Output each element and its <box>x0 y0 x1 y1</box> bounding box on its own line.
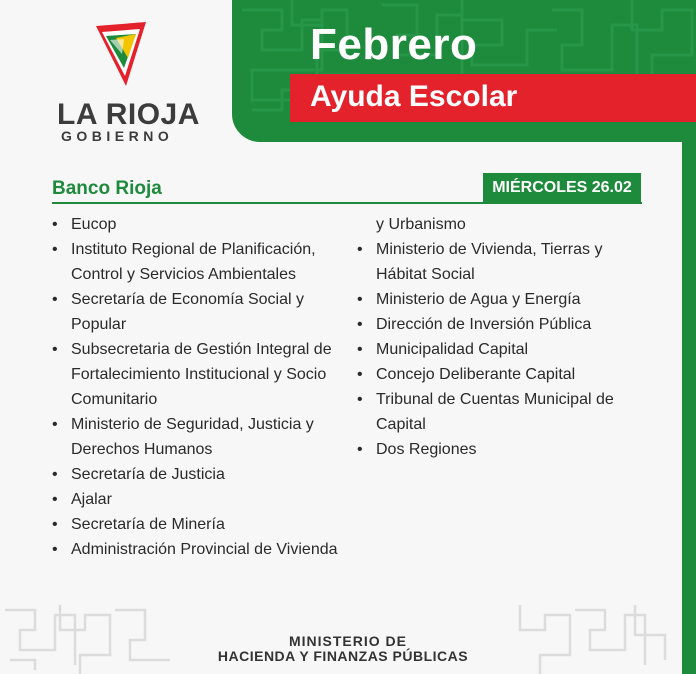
bank-label: Banco Rioja <box>52 178 162 199</box>
list-item: • Municipalidad Capital <box>357 337 657 362</box>
list-item: • Eucop <box>52 212 352 237</box>
list-item: • Secretaría de Justicia <box>52 462 352 487</box>
ministry-name-line1: MINISTERIO DE <box>288 633 407 649</box>
organization-list-left <box>52 212 352 562</box>
list-item: • Concejo Deliberante Capital <box>357 362 657 387</box>
organization-list-right <box>357 212 657 462</box>
page-title: Febrero <box>310 20 478 69</box>
list-item: • Ministerio de Agua y Energía <box>357 287 657 312</box>
list-item: • Dirección de Inversión Pública <box>357 312 657 337</box>
list-item: • Ministerio de Vivienda, Tierras y Hábitat Social <box>357 237 657 287</box>
list-item: • Dos Regiones <box>357 437 657 462</box>
list-item: • Ajalar <box>52 487 352 512</box>
brand-name: LA RIOJA <box>57 98 200 131</box>
ministry-name-line2: HACIENDA Y FINANZAS PÚBLICAS <box>217 648 469 664</box>
brand-subtitle: GOBIERNO <box>61 128 174 144</box>
list-item: • Instituto Regional de Planificación, Control y Servicios Ambientales <box>52 237 352 287</box>
page-subtitle: Ayuda Escolar <box>310 80 518 113</box>
list-item: • Tribunal de Cuentas Municipal de Capital <box>357 387 657 437</box>
list-item: • Secretaría de Minería <box>52 512 352 537</box>
right-green-strip <box>682 140 696 674</box>
list-item: • Secretaría de Economía Social y Popular <box>52 287 352 337</box>
list-item: • Subsecretaria de Gestión Integral de Fortalecimiento Institucional y Socio Comunitario <box>52 337 352 412</box>
la-rioja-logo-icon <box>82 18 152 90</box>
list-item: • Ministerio de Seguridad, Justicia y Derechos Humanos <box>52 412 352 462</box>
list-item: • Administración Provincial de Vivienda <box>52 537 352 562</box>
list-item-continuation: y Urbanismo <box>376 216 466 233</box>
date-badge: MIÉRCOLES 26.02 <box>483 173 641 203</box>
